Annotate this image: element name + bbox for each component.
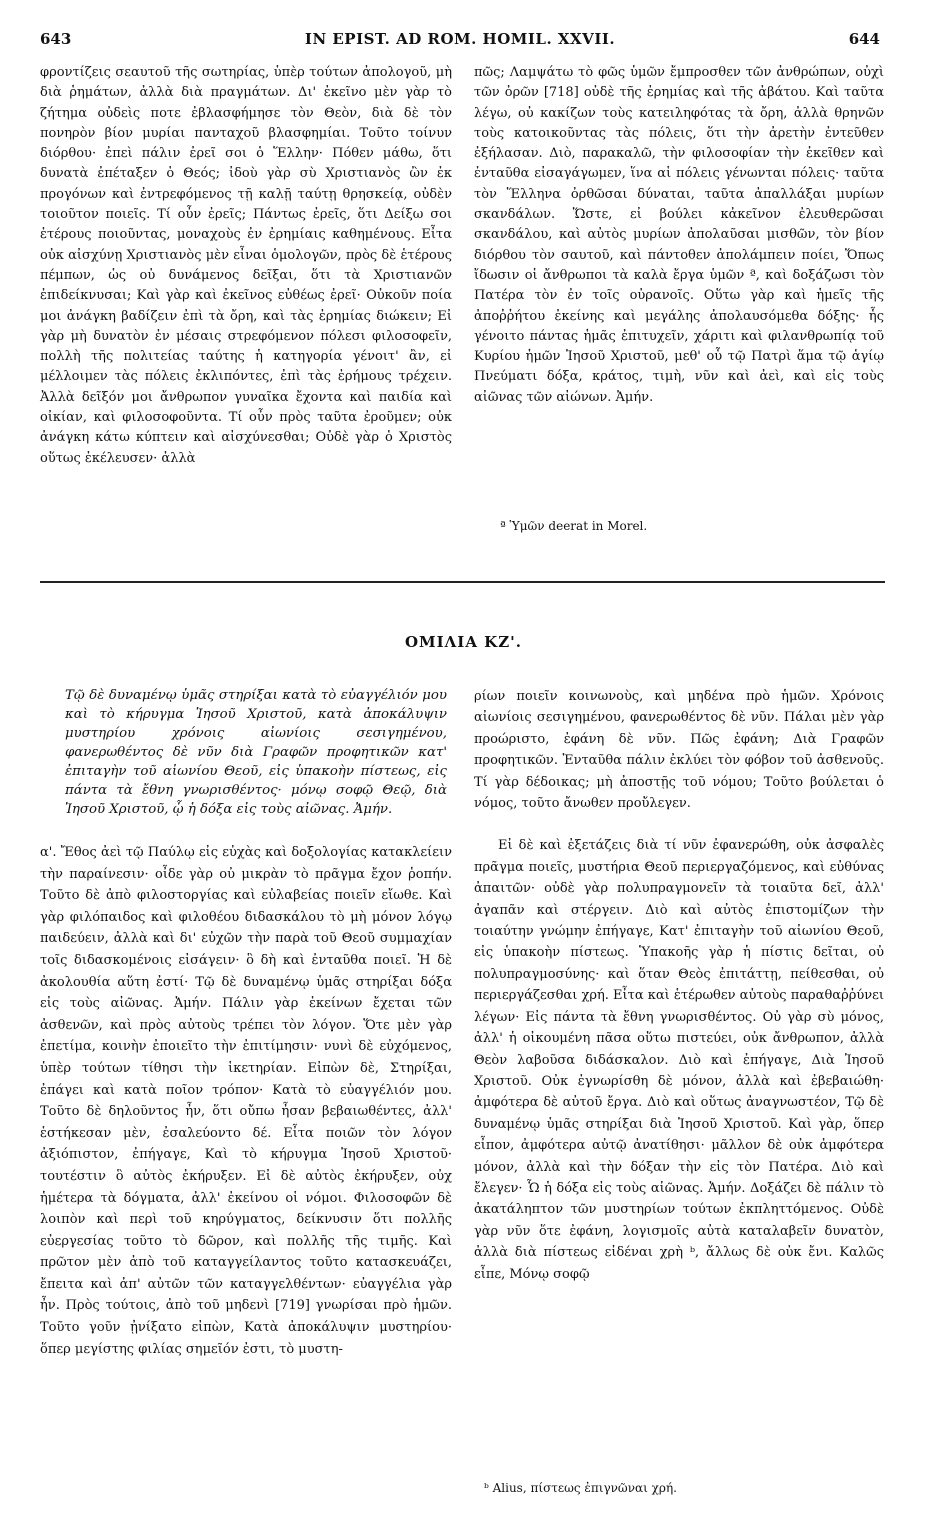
section-divider	[40, 581, 885, 583]
page-number-right: 644	[848, 30, 880, 48]
bottom-left-column	[40, 842, 452, 1360]
scripture-argument: Τῷ δὲ δυναμένῳ ὑμᾶς στηρίξαι κατὰ τὸ εὐαγγέλιόν μου καὶ τὸ κήρυγμα Ἰησοῦ Χριστοῦ, κατὰ ἀποκάλυψιν μυστηρίου χρόνοις αἰωνίοις σεσιγημένου, φανερωθέντος δὲ νῦν διὰ Γραφῶν προφητικῶν κατ' ἐπιταγὴν τοῦ αἰωνίου Θεοῦ, εἰς ὑπακοὴν πίστεως, εἰς πάντα τὰ ἔθνη γνωρισθέντος· μόνῳ σοφῷ Θεῷ, διὰ Ἰησοῦ Χριστοῦ, ᾧ ἡ δόξα εἰς τοὺς αἰῶνας. Ἀμήν.	[65, 688, 447, 817]
homily-title: ΟΜΙΛΙΑ ΚΖ'.	[404, 633, 522, 651]
top-left-text: φροντίζεις σεαυτοῦ τῆς σωτηρίας, ὑπὲρ τούτων ἀπολογοῦ, μὴ διὰ ῥημάτων, ἀλλὰ διὰ πραγμάτων. Δι' ἐκεῖνο μὲν γὰρ τὸ ζήτημα οὐδεὶς ποτε ἐβλασφήμησε τὸν Θεὸν, διὰ δὲ τὸν πονηρὸν βίον μυρίαι πανταχοῦ βλασφημίαι. Τοῦτο τοίνυν διόρθου· ἐπεὶ πάλιν ἐρεῖ σοι ὁ Ἕλλην· Πόθεν μάθω, ὅτι δυνατὰ ἐπέταξεν ὁ Θεός; ἰδοὺ γὰρ σὺ Χριστιανὸς ὢν ἐκ προγόνων καὶ ἐντρεφόμενος τῇ καλῇ ταύτῃ θρησκείᾳ, οὐδὲν τοιοῦτον ποιεῖς. Τί οὖν ἐρεῖς; Πάντως ἐρεῖς, ὅτι Δείξω σοι ἑτέρους ποιοῦντας, μοναχοὺς ἐν ἐρημίαις καθημένους. Εἶτα οὐκ αἰσχύνῃ Χριστιανὸς μὲν εἶναι ὁμολογῶν, πρὸς δὲ ἑτέρους πέμπων, ὡς οὐ δυνάμενος δεῖξαι, ὅτι τὰ Χριστιανῶν ἐπιδείκνυσαι; Καὶ γὰρ καὶ ἐκεῖνος εὐθέως ἐρεῖ· Οὐκοῦν ποία μοι ἀνάγκη βαδίζειν ἐπὶ τὰ ὄρη, καὶ τὰς ἐρημίας διώκειν; Εἰ γὰρ μὴ δυνατὸν ἐν μέσαις στρεφόμενον πόλεσι φιλοσοφεῖν, πολλὴ τῆς πολιτείας ταύτης ἡ κατηγορία γένοιτ' ἂν, εἰ μέλλοιμεν τὰς πόλεις ἐκλιπόντες, ἐπὶ τὰς ἐρήμους τρέχειν. Ἀλλὰ δεῖξόν μοι ἄνθρωπον γυναῖκα ἔχοντα καὶ παιδία καὶ οἰκίαν, καὶ φιλοσοφοῦντα. Τί οὖν πρὸς ταῦτα ἐροῦμεν; οὐκ ἀνάγκη κάτω κύπτειν καὶ αἰσχύνεσθαι; Οὐδὲ γὰρ ὁ Χριστὸς οὕτως ἐκέλευσεν· ἀλλὰ	[40, 65, 452, 466]
top-footnote: ª Ὑμῶν deerat in Morel.	[500, 519, 648, 533]
bottom-right-paragraph-1: ρίων ποιεῖν κοινωνοὺς, καὶ μηδένα πρὸ ἡμῶν. Χρόνοις αἰωνίοις σεσιγημένου, φανερωθέντος δὲ νῦν. Πάλαι μὲν γὰρ προώριστο, ἐφάνη δὲ νῦν. Πῶς ἐφάνη; Διὰ Γραφῶν προφητικῶν. Ἐνταῦθα πάλιν ἐκλύει τὸν φόβον τοῦ ἀσθενοῦς. Τί γὰρ δέδοικας; μὴ ἀποστῇς τοῦ νόμου; Τοῦτο βούλεται ὁ νόμος, τοῦτο ἄνωθεν προὔλεγεν.	[474, 689, 884, 812]
top-right-column	[474, 63, 884, 408]
bottom-footnote: ᵇ Alius, πίστεως ἐπιγνῶναι χρή.	[484, 1481, 677, 1495]
running-title: IN EPIST. AD ROM. HOMIL. XXVII.	[304, 30, 616, 48]
bottom-left-text: α'. Ἔθος ἀεὶ τῷ Παύλῳ εἰς εὐχὰς καὶ δοξολογίας κατακλείειν τὴν παραίνεσιν· οἶδε γὰρ οὐ μικρὰν τὸ πρᾶγμα ἔχον ῥοπήν. Τοῦτο δὲ ἀπὸ φιλοστοργίας καὶ εὐλαβείας ποιεῖν εἴωθε. Καὶ γὰρ φιλόπαιδος καὶ φιλοθέου διδασκάλου τὸ μὴ μόνον λόγῳ παιδεύειν, ἀλλὰ καὶ δι' εὐχῶν τὴν παρὰ τοῦ Θεοῦ συμμαχίαν τοῖς διδασκομένοις εἰσάγειν· ὃ δὴ καὶ ἐνταῦθα ποιεῖ. Ἡ δὲ ἀκολουθία αὕτη ἐστί· Τῷ δὲ δυναμένῳ ὑμᾶς στηρίξαι δόξα εἰς τοὺς αἰῶνας. Ἀμήν. Πάλιν γὰρ ἐκείνων ἔχεται τῶν ἀσθενῶν, καὶ πρὸς αὐτοὺς τρέπει τὸν λόγον. Ὅτε μὲν γὰρ ἐπετίμα, κοινὴν ἐποιεῖτο τὴν ἐπιτίμησιν· νυνὶ δὲ εὐχόμενος, ὑπὲρ τούτων τίθησι τὴν ἱκετηρίαν. Εἰπὼν δὲ, Στηρίξαι, ἐπάγει καὶ κατὰ ποῖον τρόπον· Κατὰ τὸ εὐαγγέλιόν μου. Τοῦτο δὲ δηλοῦντος ἦν, ὅτι οὔπω ἦσαν βεβαιωθέντες, ἀλλ' ἑστήκεσαν μὲν, ἐσαλεύοντο δέ. Εἶτα ποιῶν τὸν λόγον ἀξιόπιστον, ἐπήγαγε, Καὶ τὸ κήρυγμα Ἰησοῦ Χριστοῦ· τουτέστιν ὃ αὐτὸς ἐκήρυξεν. Εἰ δὲ αὐτὸς ἐκήρυξεν, οὐχ ἡμέτερα τὰ δόγματα, ἀλλ' ἐκείνου οἱ νόμοι. Φιλοσοφῶν δὲ λοιπὸν καὶ περὶ τοῦ κηρύγματος, δείκνυσιν ὅτι πολλῆς εὐεργεσίας τοῦτο τὸ δῶρον, καὶ πολλῆς τῆς τιμῆς. Καὶ πρῶτον μὲν ἀπὸ τοῦ καταγγείλαντος τοῦτο κατασκευάζει, ἔπειτα καὶ ἀπ' αὐτῶν τῶν καταγγελθέντων· εὐαγγέλια γὰρ ἦν. Πρὸς τούτοις, ἀπὸ τοῦ μηδενὶ [719] γνωρίσαι πρὸ ἡμῶν. Τοῦτο γοῦν ᾐνίξατο εἰπὼν, Κατὰ ἀποκάλυψιν μυστηρίου· ὅπερ μεγίστης φιλίας σημεῖόν ἐστι, τὸ μυστη-	[40, 845, 452, 1357]
bottom-right-paragraph-2: Εἰ δὲ καὶ ἐξετάζεις διὰ τί νῦν ἐφανερώθη, οὐκ ἀσφαλὲς πρᾶγμα ποιεῖς, μυστήρια Θεοῦ περιεργαζόμενος, καὶ εὐθύνας ἀπαιτῶν· οὐδὲ γὰρ πολυπραγμονεῖν τὰ τοιαῦτα δεῖ, ἀλλ' ἀγαπᾶν καὶ στέργειν. Διὸ καὶ αὐτὸς ἐπιστομίζων τὴν τοιαύτην γνώμην ἐπήγαγε, Κατ' ἐπιταγὴν τοῦ αἰωνίου Θεοῦ, εἰς ὑπακοὴν πίστεως. Ὑπακοῆς γὰρ ἡ πίστις δεῖται, οὐ πολυπραγμοσύνης· καὶ ὅταν Θεὸς ἐπιτάττῃ, πείθεσθαι, οὐ περιεργάζεσθαι χρή. Εἶτα καὶ ἑτέρωθεν αὐτοὺς παραθαῤῥύνει λέγων· Εἰς πάντα τὰ ἔθνη γνωρισθέντος. Οὐ γὰρ σὺ μόνος, ἀλλ' ἡ οἰκουμένη πᾶσα οὕτω πιστεύει, οὐκ ἄνθρωπον, ἀλλὰ Θεὸν λαβοῦσα διδάσκαλον. Διὸ καὶ ἐπήγαγε, Διὰ Ἰησοῦ Χριστοῦ. Οὐκ ἐγνωρίσθη δὲ μόνον, ἀλλὰ καὶ ἐβεβαιώθη· ἀμφότερα δὲ αὐτοῦ ἔργα. Διὸ καὶ οὕτως ἀναγνωστέον, Τῷ δὲ δυναμένῳ ὑμᾶς στηρίξαι διὰ Ἰησοῦ Χριστοῦ. Καὶ γὰρ, ὅπερ εἶπον, ἀμφότερα αὐτῷ ἀνατίθησι· μᾶλλον δὲ οὐκ ἀμφότερα μόνον, ἀλλὰ καὶ τὴν δόξαν τὴν εἰς τὸν Πατέρα. Διὸ καὶ ἔλεγεν· Ὧ ἡ δόξα εἰς τοὺς αἰῶνας. Ἀμήν. Δοξάζει δὲ πάλιν τὸ ἀκατάληπτον τῶν μυστηρίων τούτων ἐκπληττόμενος. Οὐδὲ γὰρ νῦν ὅτε ἐφάνη, λογισμοῖς αὐτὰ καταλαβεῖν δυνατὸν, ἀλλὰ διὰ πίστεως εἰδέναι χρὴ ᵇ, ἄλλως δὲ οὐκ ἔνι. Καλῶς εἶπε, Μόνῳ σοφῷ	[474, 838, 884, 1282]
running-header	[40, 30, 880, 54]
top-right-text: πῶς; Λαμψάτω τὸ φῶς ὑμῶν ἔμπροσθεν τῶν ἀνθρώπων, οὐχὶ τῶν ὀρῶν [718] οὐδὲ τῆς ἐρημίας καὶ τῆς ἀβάτου. Καὶ ταῦτα λέγω, οὐ κακίζων τοὺς κατειληφότας τὰ ὄρη, ἀλλὰ θρηνῶν τοὺς κατοικοῦντας τὰς πόλεις, ὅτι τὴν ἀρετὴν ἐντεῦθεν ἐξήλασαν. Διὸ, παρακαλῶ, τὴν φιλοσοφίαν τὴν ἐκεῖθεν καὶ ἐνταῦθα εἰσαγάγωμεν, ἵνα αἱ πόλεις γένωνται πόλεις· ταῦτα τὸν Ἕλληνα ὀρθῶσαι δύναται, ταῦτα ἀπαλλάξαι μυρίων σκανδάλων. Ὥστε, εἰ βούλει κἀκεῖνον ἐλευθερῶσαι σκανδάλου, καὶ αὐτὸς μυρίων ἀπολαῦσαι μισθῶν, τὸν βίον διόρθου τὸν σαυτοῦ, καὶ πάντοθεν ἀπολάμπειν ποίει, Ὅπως ἴδωσιν οἱ ἄνθρωποι τὰ καλὰ ἔργα ὑμῶν ª, καὶ δοξάζωσι τὸν Πατέρα τὸν ἐν τοῖς οὐρανοῖς. Οὕτω γὰρ καὶ ἡμεῖς τῆς ἀποῤῥήτου ἐκείνης καὶ μεγάλης ἀπολαυσόμεθα δόξης· ἧς γένοιτο πάντας ἡμᾶς ἐπιτυχεῖν, χάριτι καὶ φιλανθρωπίᾳ τοῦ Κυρίου ἡμῶν Ἰησοῦ Χριστοῦ, μεθ' οὗ τῷ Πατρὶ ἅμα τῷ ἁγίῳ Πνεύματι δόξα, κράτος, τιμὴ, νῦν καὶ ἀεὶ, καὶ εἰς τοὺς αἰῶνας τῶν αἰώνων. Ἀμήν.	[474, 65, 884, 405]
page-number-left: 643	[40, 30, 72, 48]
bottom-right-column	[474, 686, 884, 1285]
top-left-column	[40, 63, 452, 469]
